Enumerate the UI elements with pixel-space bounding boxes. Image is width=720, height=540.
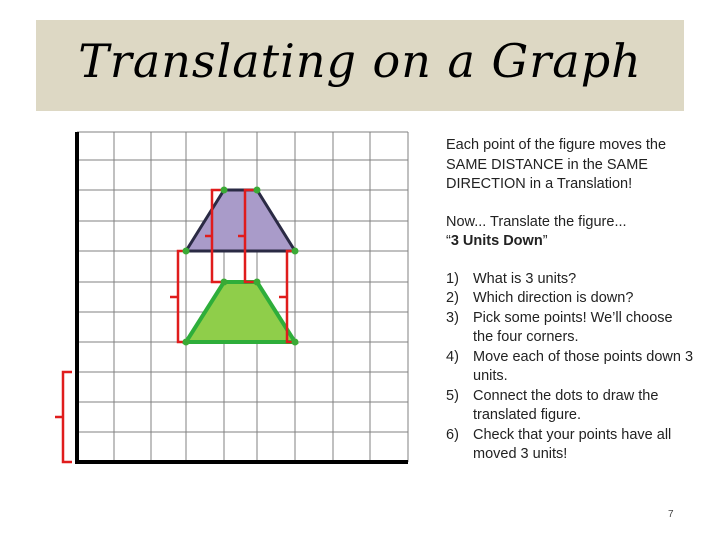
bracket-bottom-left <box>170 251 186 342</box>
step-text: Move each of those points down 3 units. <box>473 348 694 384</box>
page-number: 7 <box>668 509 674 520</box>
vertex-dot <box>221 279 228 286</box>
step-item <box>446 426 696 465</box>
step-text: What is 3 units? <box>473 270 577 287</box>
step-number: 3) <box>446 309 459 326</box>
step-number: 1) <box>446 270 459 287</box>
vertex-dot <box>254 187 261 194</box>
step-number: 2) <box>446 290 459 306</box>
step-item <box>446 348 696 387</box>
translation-definition: Each point of the figure moves the SAME DISTANCE in the SAME DIRECTION in a Translation! <box>446 137 667 192</box>
vertex-dot <box>292 248 299 255</box>
vertex-dot <box>254 279 261 286</box>
instructions-text <box>446 136 696 465</box>
quote-open: “ <box>446 233 451 249</box>
slide-title: Translating on a Graph <box>78 34 642 88</box>
step-item <box>446 309 696 348</box>
step-text: Check that your points have all moved 3 units! <box>473 426 672 462</box>
step-text: Which direction is down? <box>473 290 634 306</box>
step-number: 6) <box>446 426 459 443</box>
step-number: 4) <box>446 348 459 365</box>
step-item <box>446 289 696 309</box>
step-text: Pick some points! We’ll choose the four corners. <box>473 309 673 345</box>
vertex-dot <box>183 248 190 255</box>
translation-prompt <box>446 213 696 252</box>
prompt-prefix: Now... Translate the figure... <box>446 213 627 230</box>
step-number: 5) <box>446 387 459 404</box>
step-item <box>446 387 696 426</box>
vertex-dot <box>292 339 299 346</box>
bracket-scale <box>55 372 72 462</box>
quote-close: ” <box>542 233 548 249</box>
vertex-dot <box>221 187 228 194</box>
step-item <box>446 270 696 290</box>
translation-amount: 3 Units Down <box>450 233 543 249</box>
vertex-dot <box>183 339 190 346</box>
steps-list <box>446 270 696 465</box>
step-text: Connect the dots to draw the translated figure. <box>473 387 659 423</box>
